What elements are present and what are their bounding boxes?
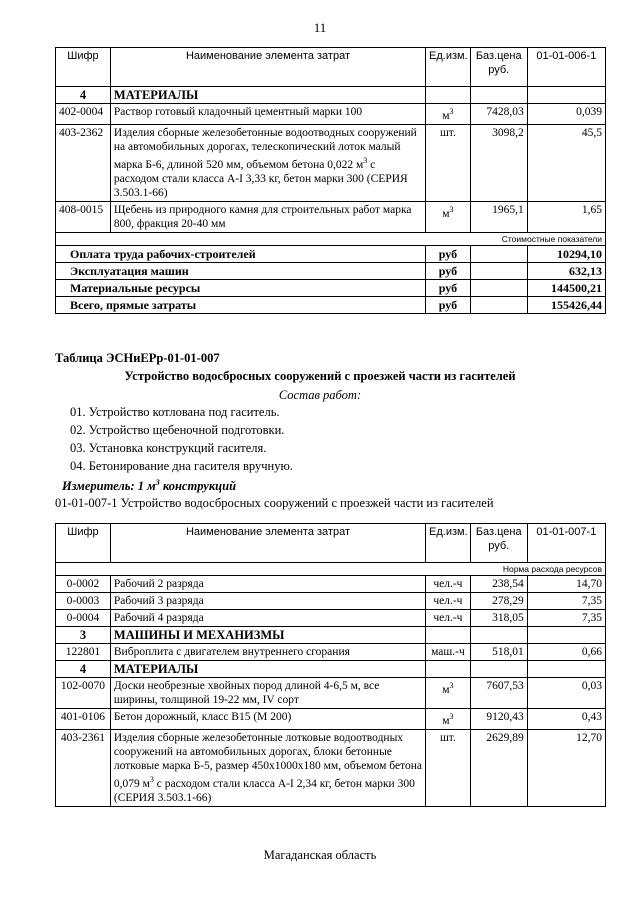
row-value: 7,35 [527,593,605,610]
table-row [56,709,606,730]
row-name: Раствор готовый кладочный цементный марки 100 [110,104,425,125]
header-name: Наименование элемента затрат [110,48,425,87]
row-name: Рабочий 2 разряда [110,576,425,593]
row-code: 0-0004 [56,610,111,627]
row-code: 122801 [56,644,111,661]
row-code: 403-2362 [56,124,111,201]
total-unit: руб [426,279,471,296]
page-number: 11 [313,20,327,35]
row-price: 2629,89 [470,729,527,806]
row-price: 7607,53 [470,678,527,709]
row-value: 45,5 [527,124,605,201]
row-unit: чел.-ч [426,593,471,610]
row-name: Щебень из природного камня для строительных работ марка 800, фракция 20-40 мм [110,201,425,232]
section-num: 4 [56,661,111,678]
header-norm-code: 01-01-007-1 [527,524,605,563]
row-price: 518,01 [470,644,527,661]
row-code: 401-0106 [56,709,111,730]
row-value: 0,66 [527,644,605,661]
row-price: 3098,2 [470,124,527,201]
table-row [56,201,606,232]
row-value: 14,70 [527,576,605,593]
header-unit: Ед.изм. [426,524,471,563]
section-title: МАТЕРИАЛЫ [110,87,425,104]
row-price: 1965,1 [470,201,527,232]
table-row [56,104,606,125]
total-unit: руб [426,262,471,279]
row-name: Рабочий 3 разряда [110,593,425,610]
total-label: Оплата труда рабочих-строителей [56,245,426,262]
norm-code-line: 01-01-007-1 Устройство водосбросных сооружений с проезжей части из гасителей [55,496,494,510]
resource-norm-label: Норма расхода ресурсов [56,563,606,576]
row-name: Виброплита с двигателем внутреннего сгорания [110,644,425,661]
row-value: 12,70 [527,729,605,806]
row-code: 408-0015 [56,201,111,232]
row-price: 318,05 [470,610,527,627]
row-code: 0-0002 [56,576,111,593]
table-row [56,678,606,709]
total-label: Материальные ресурсы [56,279,426,296]
total-value: 10294,10 [527,245,605,262]
row-unit: $м^3$ [426,709,471,730]
table-name: Устройство водосбросных сооружений с проезжей части из гасителей [124,369,516,383]
row-code: 0-0003 [56,593,111,610]
total-value: 155426,44 [527,296,605,313]
measurement-unit: Измеритель: 1 $м^3$ конструкций [62,478,237,494]
section-num: 3 [56,627,111,644]
row-unit: маш.-ч [426,644,471,661]
total-unit: руб [426,296,471,313]
cost-table-2 [55,523,606,807]
table-row [56,729,606,806]
table-title: Таблица ЭСНиЕРр-01-01-007 [55,351,220,365]
row-unit: шт. [426,729,471,806]
row-unit: $м^3$ [426,201,471,232]
work-item: 03. Установка конструкций гасителя. [70,441,267,455]
row-code: 102-0070 [56,678,111,709]
work-item: 04. Бетонирование дна гасителя вручную. [70,459,293,473]
cost-indicators-label: Стоимостные показатели [56,232,606,245]
row-code: 403-2361 [56,729,111,806]
section-title: МАТЕРИАЛЫ [110,661,425,678]
total-label: Всего, прямые затраты [56,296,426,313]
row-value: 0,03 [527,678,605,709]
row-price: 7428,03 [470,104,527,125]
total-row [56,262,606,279]
total-unit: руб [426,245,471,262]
total-row [56,296,606,313]
work-item: 02. Устройство щебеночной подготовки. [70,423,285,437]
row-value: 7,35 [527,610,605,627]
row-unit: чел.-ч [426,610,471,627]
header-code: Шифр [56,48,111,87]
table-row [56,576,606,593]
row-unit: шт. [426,124,471,201]
total-value: 144500,21 [527,279,605,296]
row-unit: $м^3$ [426,678,471,709]
total-value: 632,13 [527,262,605,279]
page-footer: Магаданская область [263,848,377,862]
table-row [56,610,606,627]
row-name: Бетон дорожный, класс В15 (М 200) [110,709,425,730]
header-norm-code: 01-01-006-1 [527,48,605,87]
header-price: Баз.цена руб. [470,48,527,87]
table-row [56,644,606,661]
header-name: Наименование элемента затрат [110,524,425,563]
row-name: Изделия сборные железобетонные лотковые водоотводных сооружений на автомобильных дорогах, блоки бетонные лотковые марка Б-5, размер 450x1000x180 мм, объемом бетона 0,079 $м^3$ с расходом стали класса А-I 2,34 кг, бетон марки 300 (СЕРИЯ 3.503.1-66) [110,729,425,806]
cost-table-1 [55,47,606,314]
row-name: Рабочий 4 разряда [110,610,425,627]
work-item: 01. Устройство котлована под гаситель. [70,405,280,419]
row-code: 402-0004 [56,104,111,125]
total-row [56,279,606,296]
row-price: 9120,43 [470,709,527,730]
total-row [56,245,606,262]
row-value: 0,039 [527,104,605,125]
row-name: Изделия сборные железобетонные водоотводных сооружений на автомобильных дорогах, телескопический лоток малый марка Б-6, длиной 520 мм, объемом бетона 0,022 $м^3$ с расходом стали класса А-I 3,33 кг, бетон марки 300 (СЕРИЯ 3.503.1-66) [110,124,425,201]
row-name: Доски необрезные хвойных пород длиной 4-6,5 м, все ширины, толщиной 19-22 мм, IV сорт [110,678,425,709]
row-price: 238,54 [470,576,527,593]
header-price: Баз.цена руб. [470,524,527,563]
row-value: 1,65 [527,201,605,232]
row-price: 278,29 [470,593,527,610]
total-label: Эксплуатация машин [56,262,426,279]
header-code: Шифр [56,524,111,563]
row-value: 0,43 [527,709,605,730]
row-unit: $м^3$ [426,104,471,125]
row-unit: чел.-ч [426,576,471,593]
table-row [56,593,606,610]
work-composition-heading: Состав работ: [278,388,362,402]
table-row [56,124,606,201]
section-num: 4 [56,87,111,104]
header-unit: Ед.изм. [426,48,471,87]
section-title: МАШИНЫ И МЕХАНИЗМЫ [110,627,425,644]
